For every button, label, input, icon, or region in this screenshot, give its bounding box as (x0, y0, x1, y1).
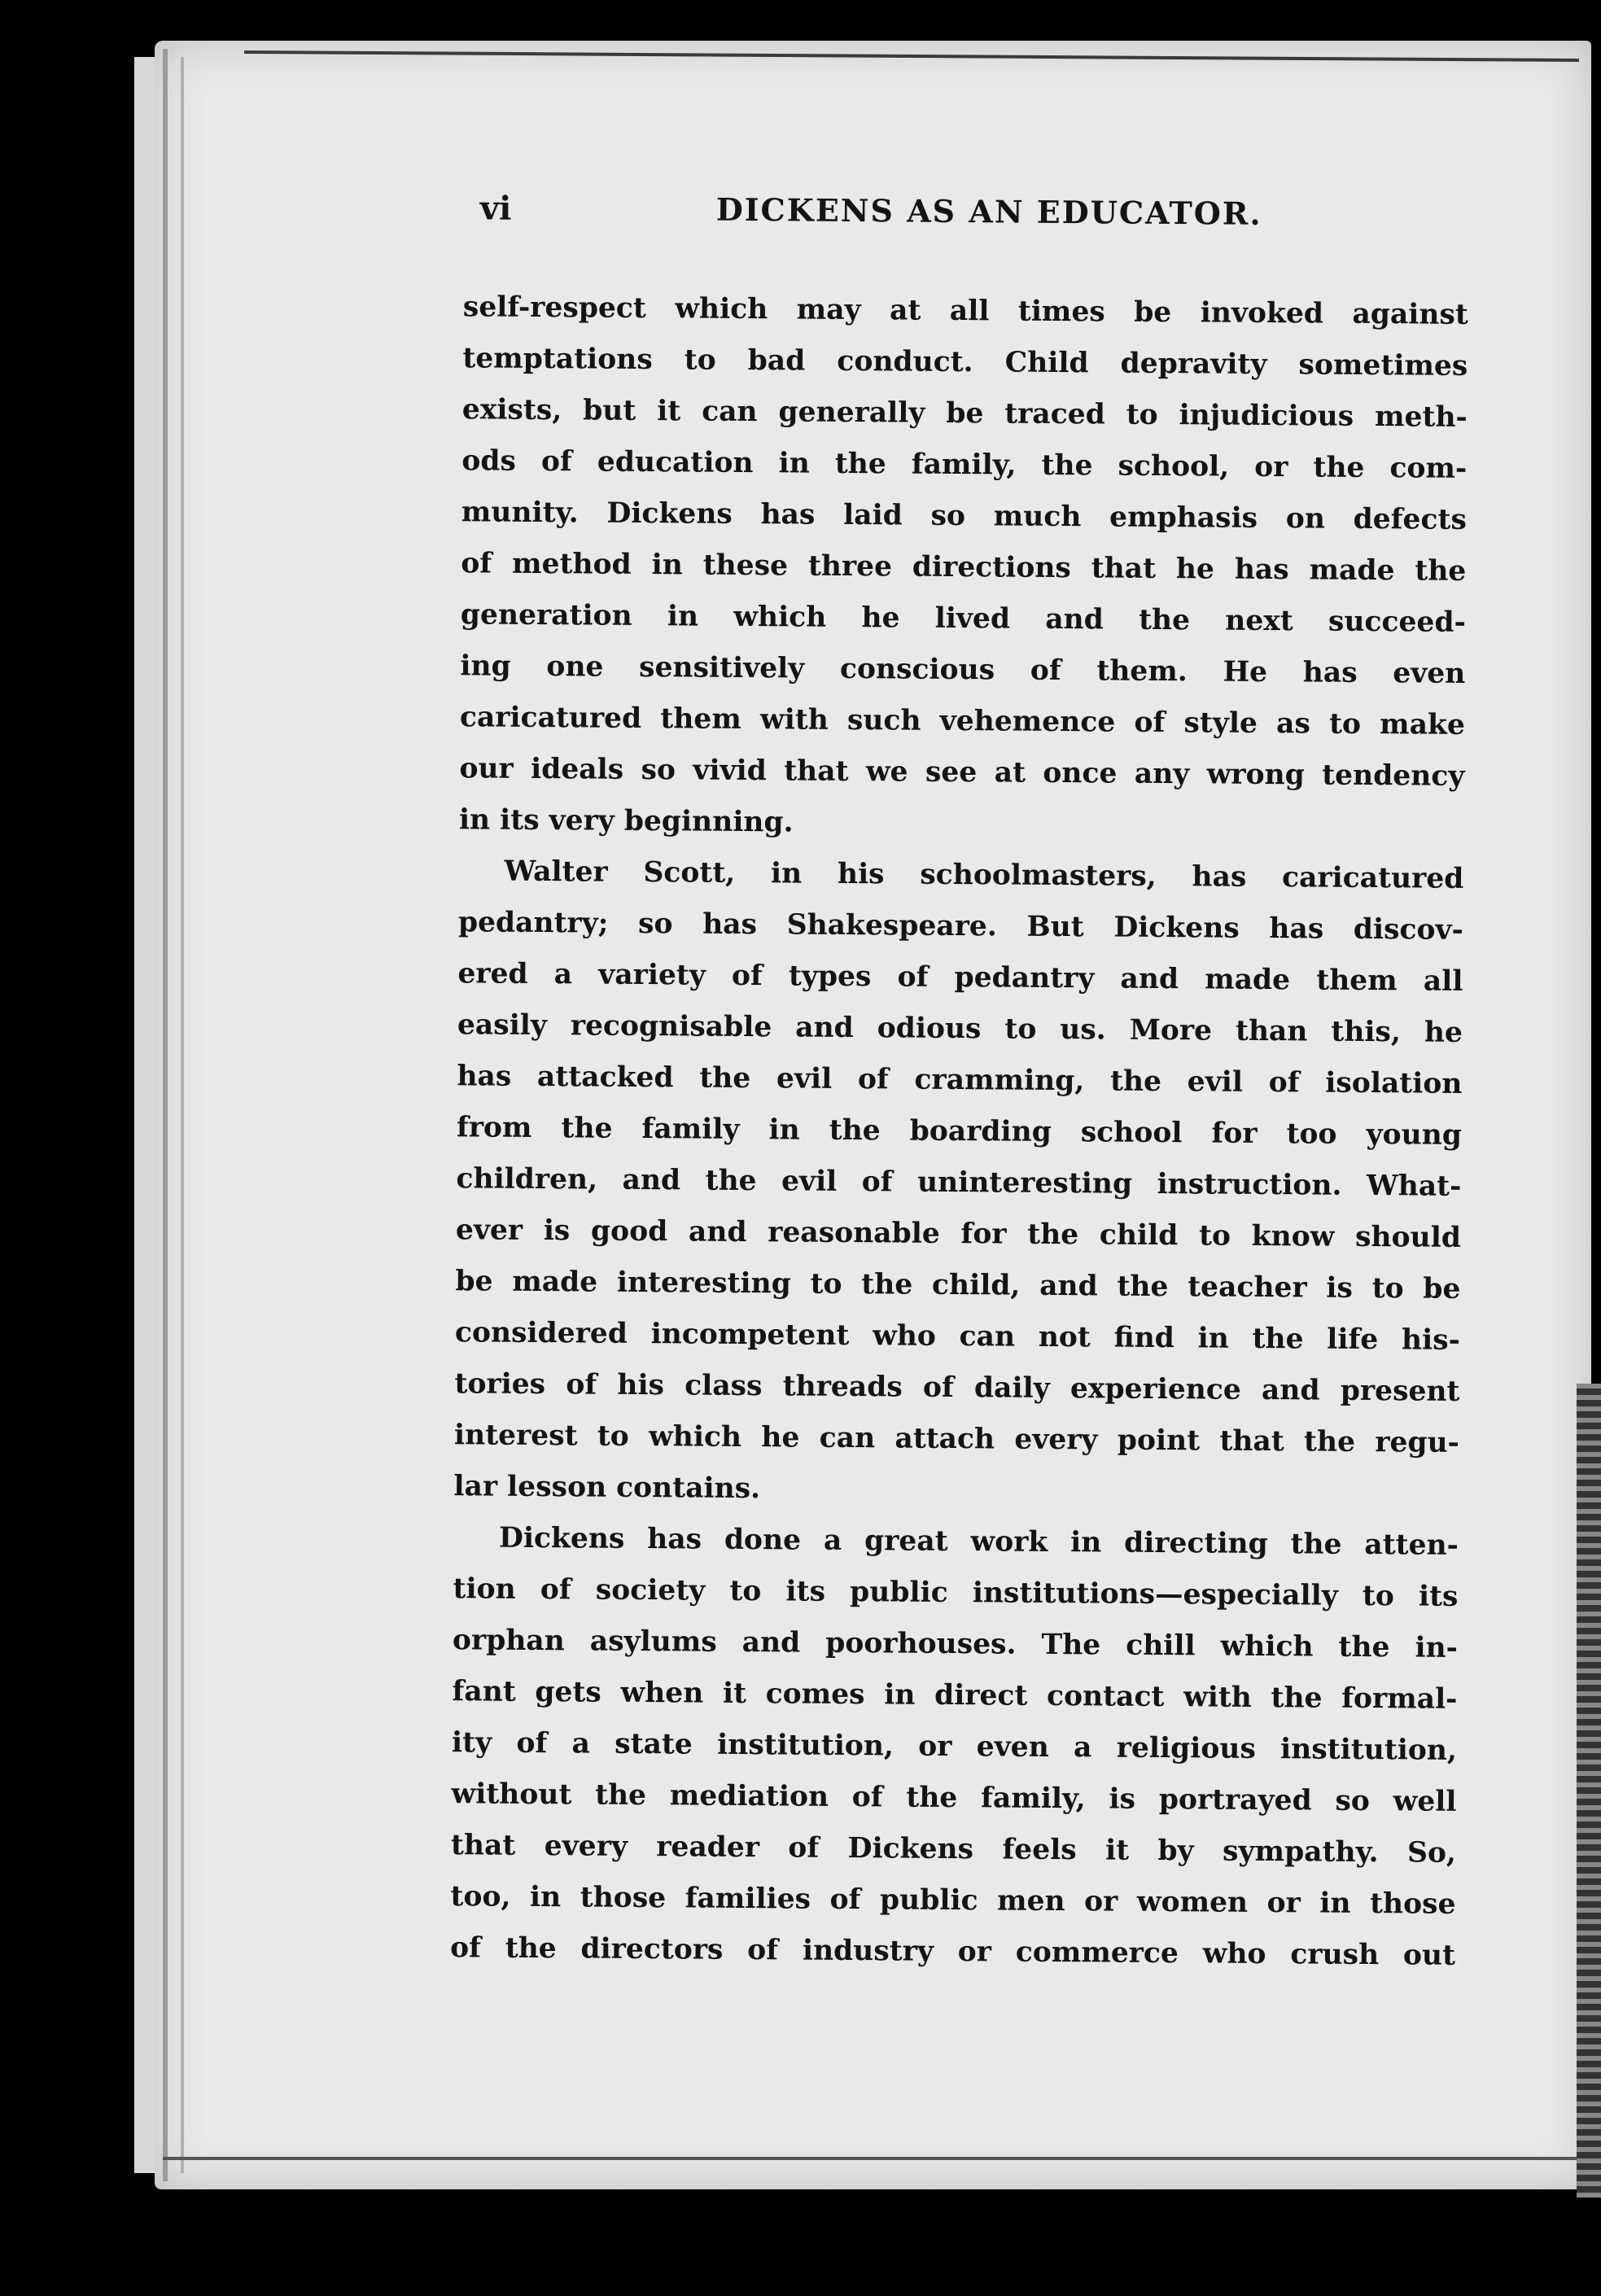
text-line: be made interesting to the child, and the teacher is to be (455, 1265, 1461, 1305)
text-line: fant gets when it comes in direct contact with the formal- (452, 1675, 1458, 1716)
page-edge-line (181, 57, 184, 2173)
text-line: exists, but it can generally be traced to injudicious meth- (461, 393, 1468, 434)
text-line: our ideals so vivid that we see at once any wrong tendency (459, 752, 1465, 793)
bottom-page-border (163, 2157, 1579, 2160)
page-edge-line (163, 49, 168, 2181)
text-line: too, in those families of public men or women or in those (450, 1880, 1456, 1921)
text-line: ing one sensitively conscious of them. He has even (460, 649, 1466, 690)
page-number: vi (479, 189, 512, 228)
paragraph (459, 282, 1468, 854)
running-head: DICKENS AS AN EDUCATOR. (715, 190, 1262, 232)
text-line: caricatured them with such vehemence of style as to make (459, 701, 1466, 741)
page-header (479, 189, 1481, 254)
text-line: pedantry; so has Shakespeare. But Dickens has discov- (457, 906, 1464, 947)
text-line: ever is good and reasonable for the child to know should (455, 1214, 1462, 1254)
paragraph (453, 846, 1463, 1520)
text-line: from the family in the boarding school for too young (456, 1111, 1463, 1152)
text-line: of the directors of industry or commerce who crush out (449, 1931, 1456, 1972)
text-line: ity of a state institution, or even a religious institution, (451, 1726, 1458, 1767)
text-line: temptations to bad conduct. Child depravity sometimes (462, 342, 1468, 383)
text-line: orphan asylums and poorhouses. The chill which the in- (452, 1624, 1459, 1664)
page-content (426, 189, 1481, 1982)
text-line: ered a variety of types of pedantry and made them all (457, 957, 1463, 998)
text-line: lar lesson contains. (453, 1470, 761, 1506)
text-line: tories of his class threads of daily experience and present (454, 1367, 1460, 1408)
text-line: has attacked the evil of cramming, the evil of isolation (457, 1060, 1463, 1100)
text-line: without the mediation of the family, is portrayed so well (451, 1778, 1457, 1818)
text-line: that every reader of Dickens feels it by sympathy. So, (450, 1829, 1457, 1870)
text-line: Walter Scott, in his schoolmasters, has caricatured (504, 855, 1464, 895)
text-line: munity. Dickens has laid so much emphasis on defects (461, 496, 1468, 536)
text-line: children, and the evil of uninteresting instruction. What- (456, 1162, 1462, 1203)
body-text (450, 282, 1468, 1982)
text-line: easily recognisable and odious to us. More than this, he (457, 1008, 1463, 1049)
text-line: ods of education in the family, the school, or the com- (461, 444, 1468, 485)
text-line: interest to which he can attach every point that the regu- (453, 1419, 1460, 1459)
text-line: of method in these three directions that he has made the (461, 547, 1467, 588)
text-line: tion of society to its public institutions—especially to its (453, 1572, 1459, 1613)
text-line: self-respect which may at all times be invoked against (462, 291, 1468, 331)
text-line: Dickens has done a great work in directing the atten- (498, 1521, 1459, 1562)
paragraph (450, 1512, 1459, 1982)
text-line: in its very beginning. (458, 803, 794, 839)
text-line: considered incompetent who can not find in the life his- (454, 1316, 1461, 1357)
binding-edge (1577, 1384, 1601, 2198)
text-line: generation in which he lived and the next succeed- (460, 598, 1467, 639)
